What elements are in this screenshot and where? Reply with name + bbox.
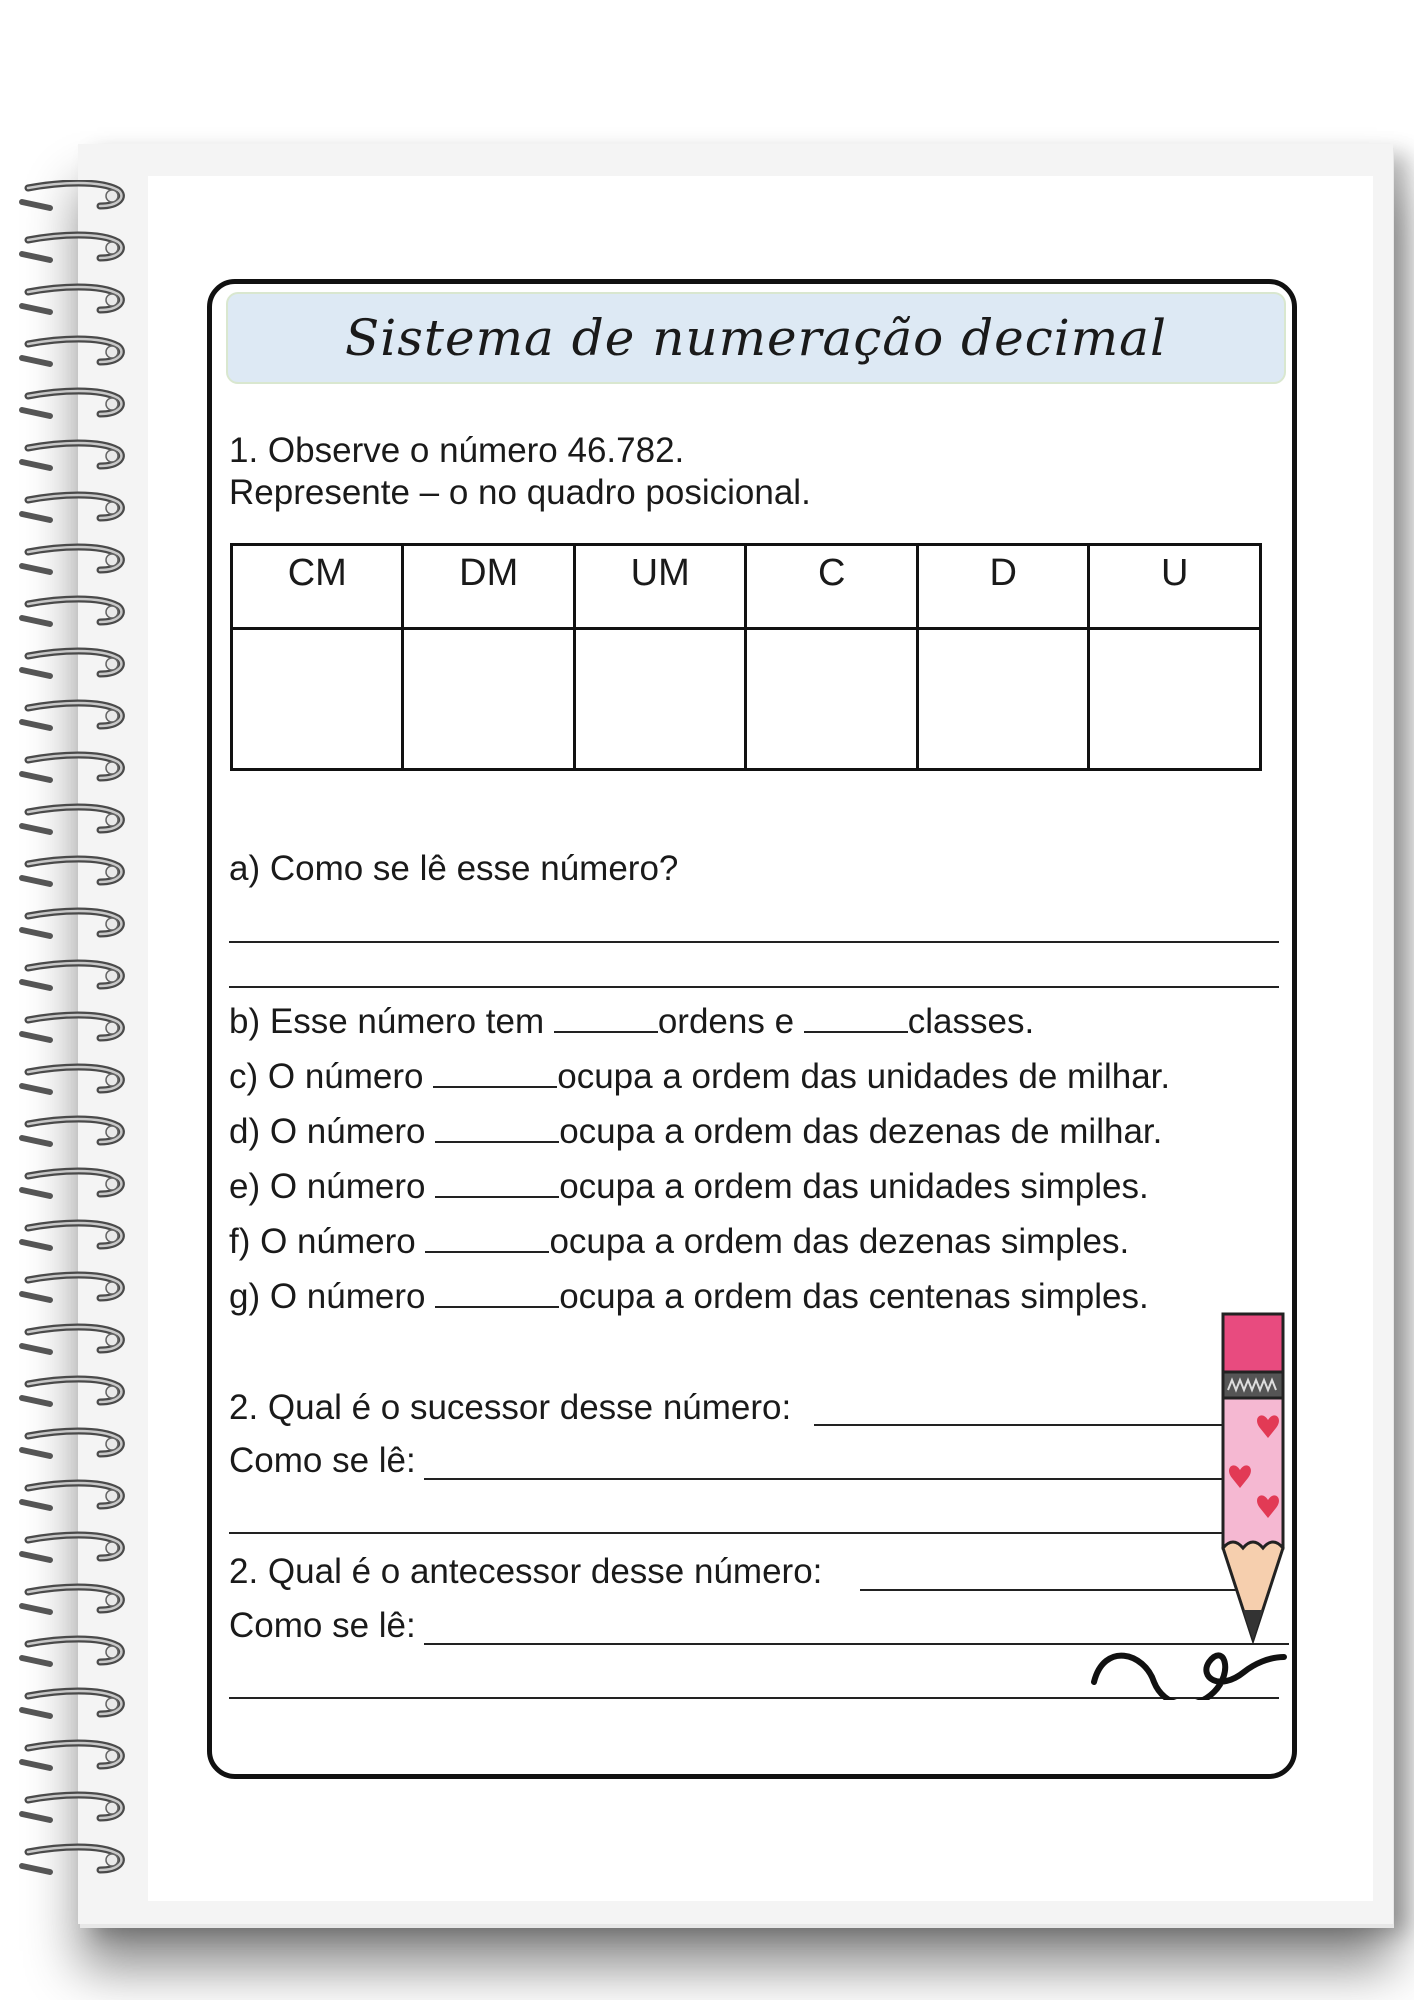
blank-d[interactable] (435, 1111, 559, 1143)
item-g-suffix: ocupa a ordem das centenas simples. (559, 1277, 1149, 1316)
successor-question: 2. Qual é o sucessor desse número: (229, 1388, 792, 1427)
item-b-prefix: b) Esse número tem (229, 1002, 554, 1041)
item-d-prefix: d) O número (229, 1112, 436, 1151)
header-u: U (1089, 545, 1261, 629)
cell-c[interactable] (746, 629, 917, 770)
pencil-icon (1090, 1310, 1305, 1700)
blank-b1[interactable] (554, 1001, 658, 1033)
item-b-suffix: classes. (907, 1002, 1035, 1041)
answer-line-a1[interactable] (229, 941, 1279, 943)
page-title: Sistema de numeração decimal (345, 309, 1167, 367)
item-e-suffix: ocupa a ordem das unidades simples. (559, 1167, 1149, 1206)
cell-dm[interactable] (403, 629, 574, 770)
item-b-middle: ordens e (657, 1002, 804, 1041)
item-g-prefix: g) O número (229, 1277, 436, 1316)
header-dm: DM (403, 545, 574, 629)
header-d: D (917, 545, 1088, 629)
title-banner (226, 292, 1286, 384)
item-f-suffix: ocupa a ordem das dezenas simples. (549, 1222, 1130, 1261)
item-c-suffix: ocupa a ordem das unidades de milhar. (557, 1057, 1171, 1096)
item-c (229, 1056, 1170, 1098)
item-d-suffix: ocupa a ordem das dezenas de milhar. (559, 1112, 1163, 1151)
header-c: C (746, 545, 917, 629)
item-b (229, 1001, 1034, 1043)
item-a-text: a) Como se lê esse número? (229, 849, 679, 888)
item-c-prefix: c) O número (229, 1057, 434, 1096)
place-value-table (230, 543, 1262, 771)
header-um: UM (574, 545, 745, 629)
item-e (229, 1166, 1149, 1208)
cell-cm[interactable] (232, 629, 403, 770)
blank-e[interactable] (435, 1166, 559, 1198)
answer-line-a2[interactable] (229, 986, 1279, 988)
blank-g[interactable] (435, 1276, 559, 1308)
successor-read-line-2[interactable] (229, 1532, 1224, 1534)
question-1-instruction: Represente – o no quadro posicional. (229, 473, 811, 512)
item-f-prefix: f) O número (229, 1222, 426, 1261)
item-d (229, 1111, 1162, 1153)
spiral-binding-icon (0, 180, 140, 1900)
header-cm: CM (232, 545, 403, 629)
successor-how-read: Como se lê: (229, 1441, 416, 1480)
cell-u[interactable] (1089, 629, 1261, 770)
cell-um[interactable] (574, 629, 745, 770)
item-g (229, 1276, 1149, 1318)
cell-d[interactable] (917, 629, 1088, 770)
blank-b2[interactable] (804, 1001, 908, 1033)
blank-c[interactable] (433, 1056, 557, 1088)
question-1-text: 1. Observe o número 46.782. (229, 431, 685, 470)
blank-f[interactable] (425, 1221, 549, 1253)
predecessor-question: 2. Qual é o antecessor desse número: (229, 1552, 823, 1591)
item-e-prefix: e) O número (229, 1167, 436, 1206)
predecessor-how-read: Como se lê: (229, 1606, 416, 1645)
item-f (229, 1221, 1129, 1263)
